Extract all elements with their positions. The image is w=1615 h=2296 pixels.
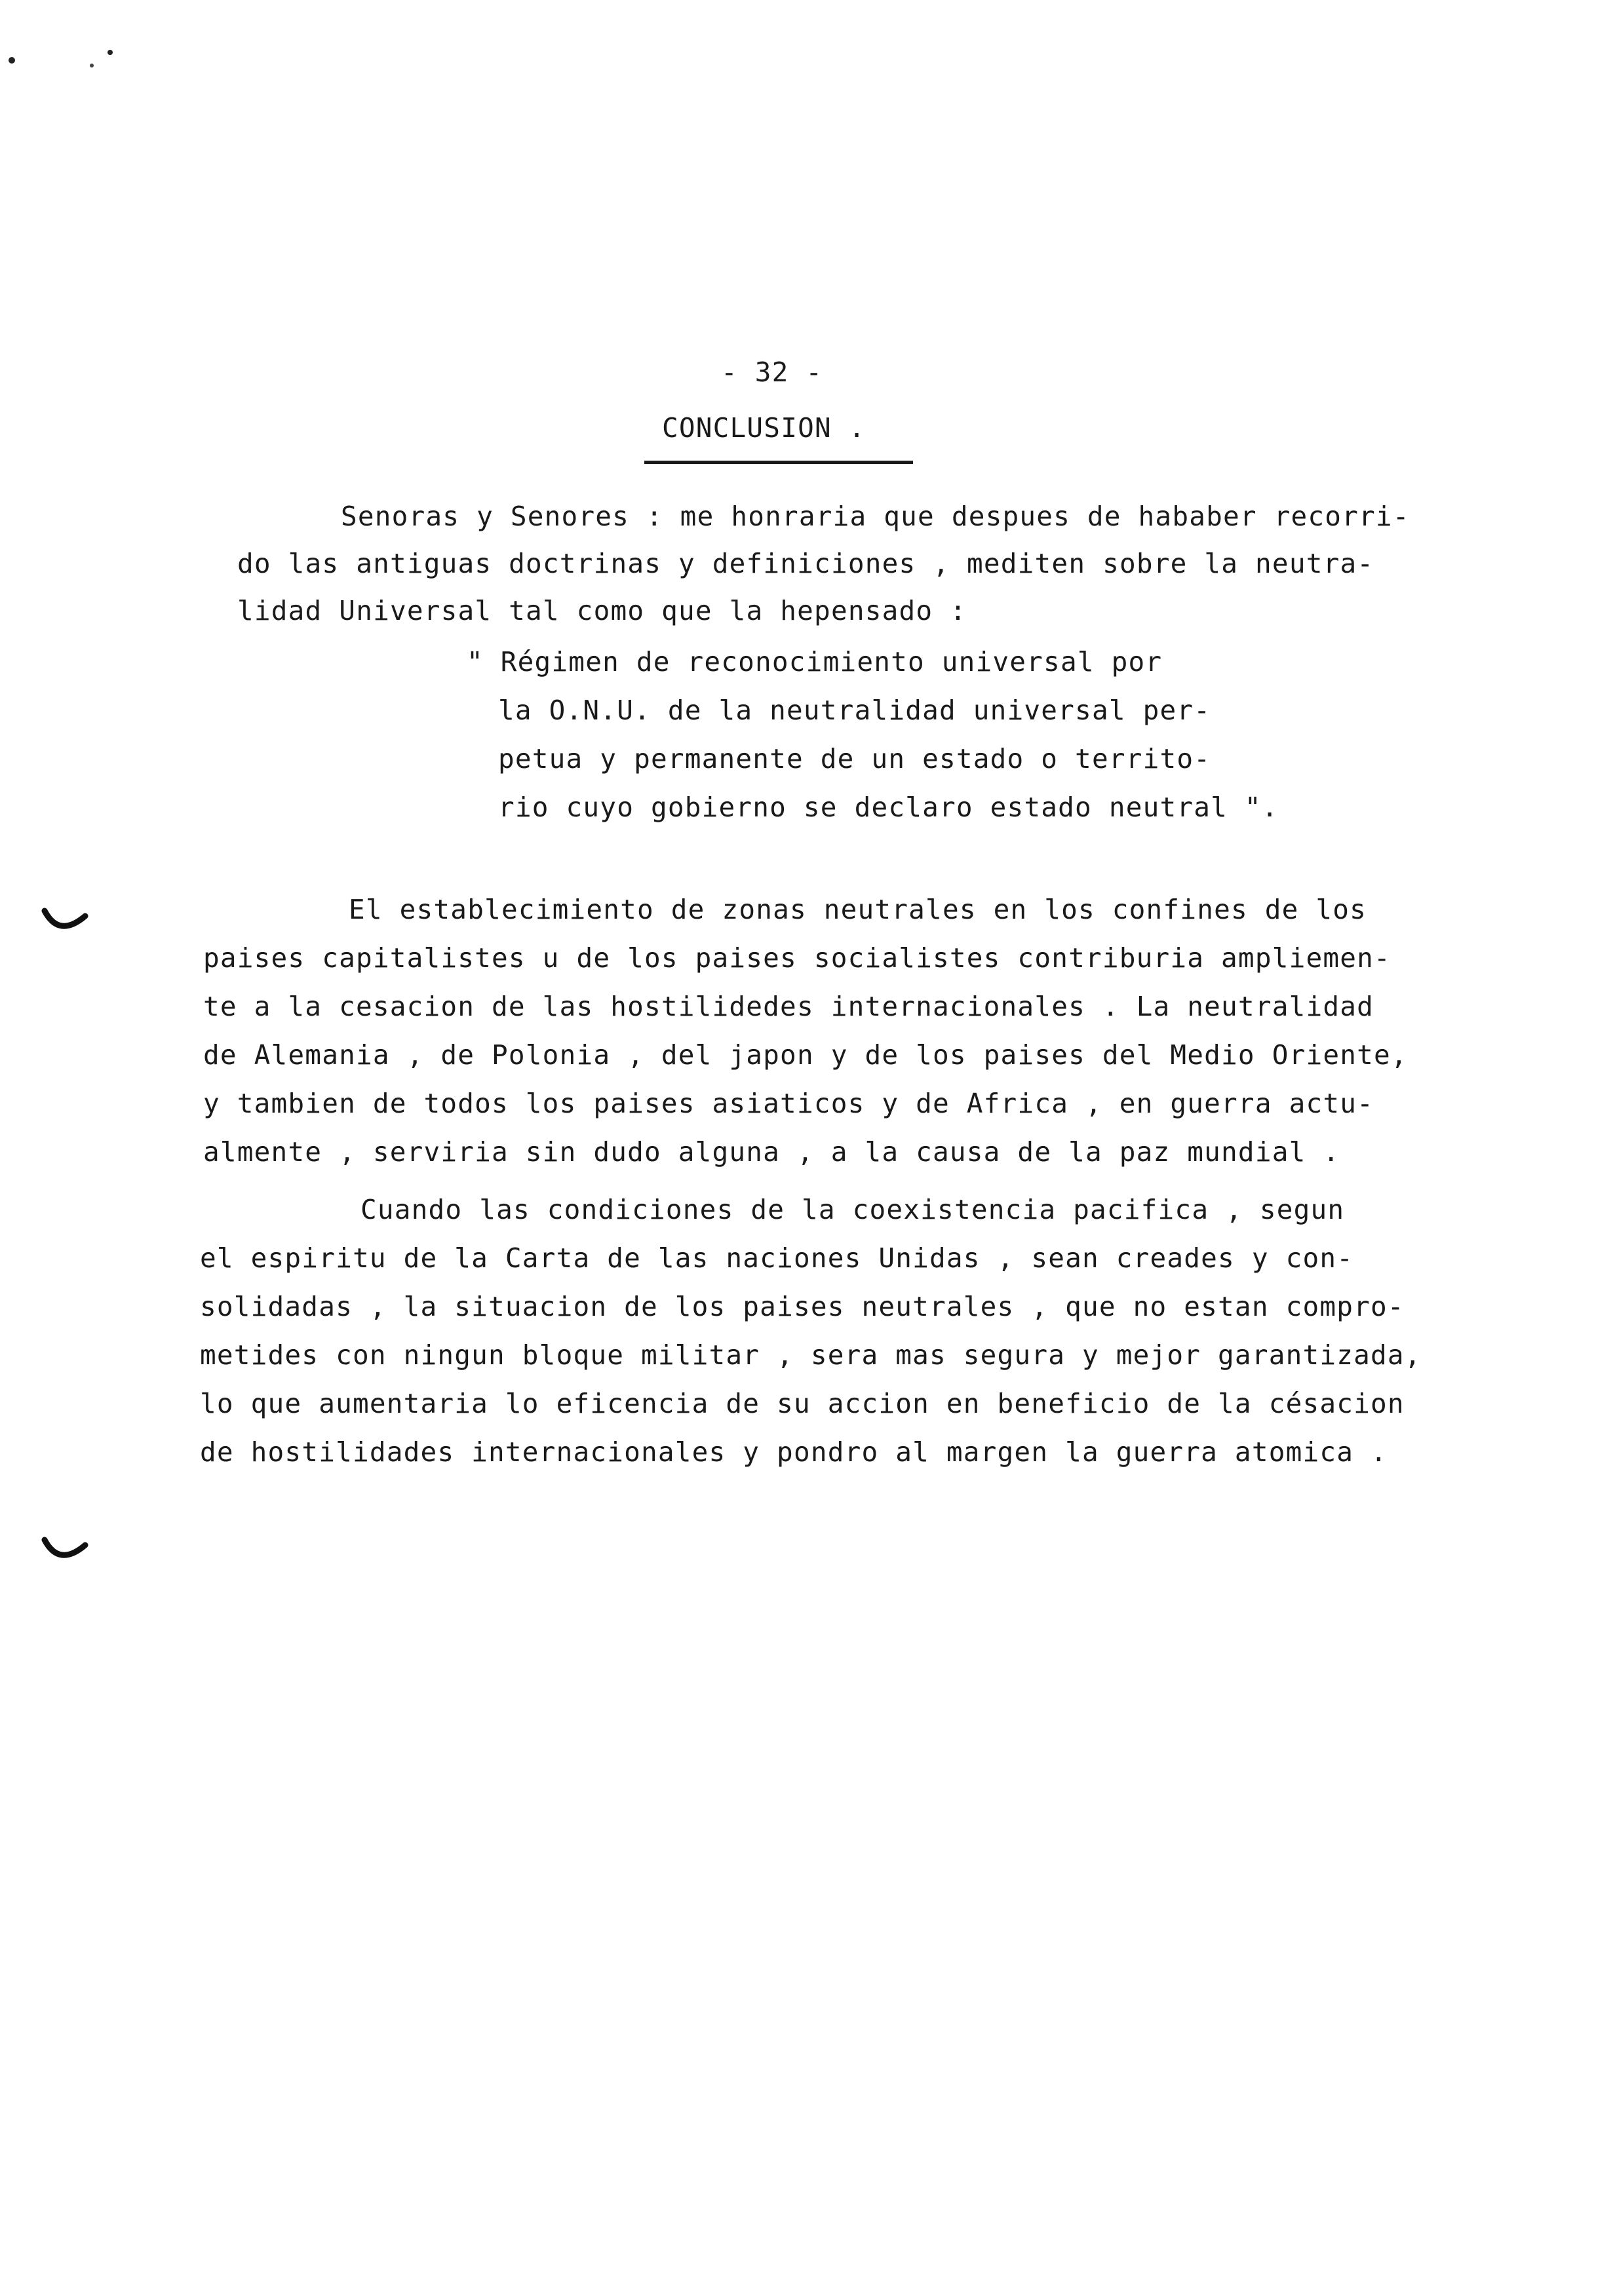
binder-hole-mark-bottom (39, 1533, 92, 1573)
paragraph-2-line-4: de Alemania , de Polonia , del japon y de los paises del Medio Oriente, (203, 1039, 1408, 1071)
paragraph-3-line-2: el espiritu de la Carta de las naciones Unidas , sean creades y con- (200, 1242, 1354, 1274)
paragraph-2-line-3: te a la cesacion de las hostilidedes internacionales . La neutralidad (203, 991, 1374, 1022)
quote-line-4: rio cuyo gobierno se declaro estado neutral ". (498, 792, 1279, 823)
paragraph-2-line-2: paises capitalistes u de los paises socialistes contriburia ampliemen- (203, 942, 1391, 974)
quote-line-2: la O.N.U. de la neutralidad universal per- (498, 695, 1211, 726)
paragraph-2-line-1: El establecimiento de zonas neutrales en los confines de los (349, 894, 1367, 925)
paragraph-1-line-3: lidad Universal tal como que la hepensado : (237, 595, 967, 626)
paragraph-3-line-1: Cuando las condiciones de la coexistencia pacifica , segun (360, 1194, 1345, 1225)
quote-line-3: petua y permanente de un estado o territo- (498, 743, 1211, 775)
paragraph-1-line-2: do las antiguas doctrinas y definiciones , mediten sobre la neutra- (237, 548, 1374, 579)
conclusion-heading: CONCLUSION . (662, 412, 866, 444)
scan-specks (0, 0, 131, 79)
paragraph-3-line-4: metides con ningun bloque militar , sera mas segura y mejor garantizada, (200, 1339, 1422, 1371)
heading-underline (644, 461, 913, 464)
page-number: - 32 - (721, 356, 823, 388)
paragraph-3-line-6: de hostilidades internacionales y pondro al margen la guerra atomica . (200, 1436, 1388, 1468)
quote-line-1: " Régimen de reconocimiento universal por (467, 646, 1163, 678)
paragraph-3-line-5: lo que aumentaria lo eficencia de su accion en beneficio de la césacion (200, 1388, 1405, 1419)
paragraph-2-line-5: y tambien de todos los paises asiaticos y de Africa , en guerra actu- (203, 1088, 1374, 1119)
paragraph-1-line-1: Senoras y Senores : me honraria que despues de hababer recorri- (341, 501, 1410, 532)
binder-hole-mark-top (39, 904, 92, 944)
paragraph-3-line-3: solidadas , la situacion de los paises neutrales , que no estan compro- (200, 1291, 1405, 1322)
paragraph-2-line-6: almente , serviria sin dudo alguna , a la causa de la paz mundial . (203, 1136, 1340, 1168)
